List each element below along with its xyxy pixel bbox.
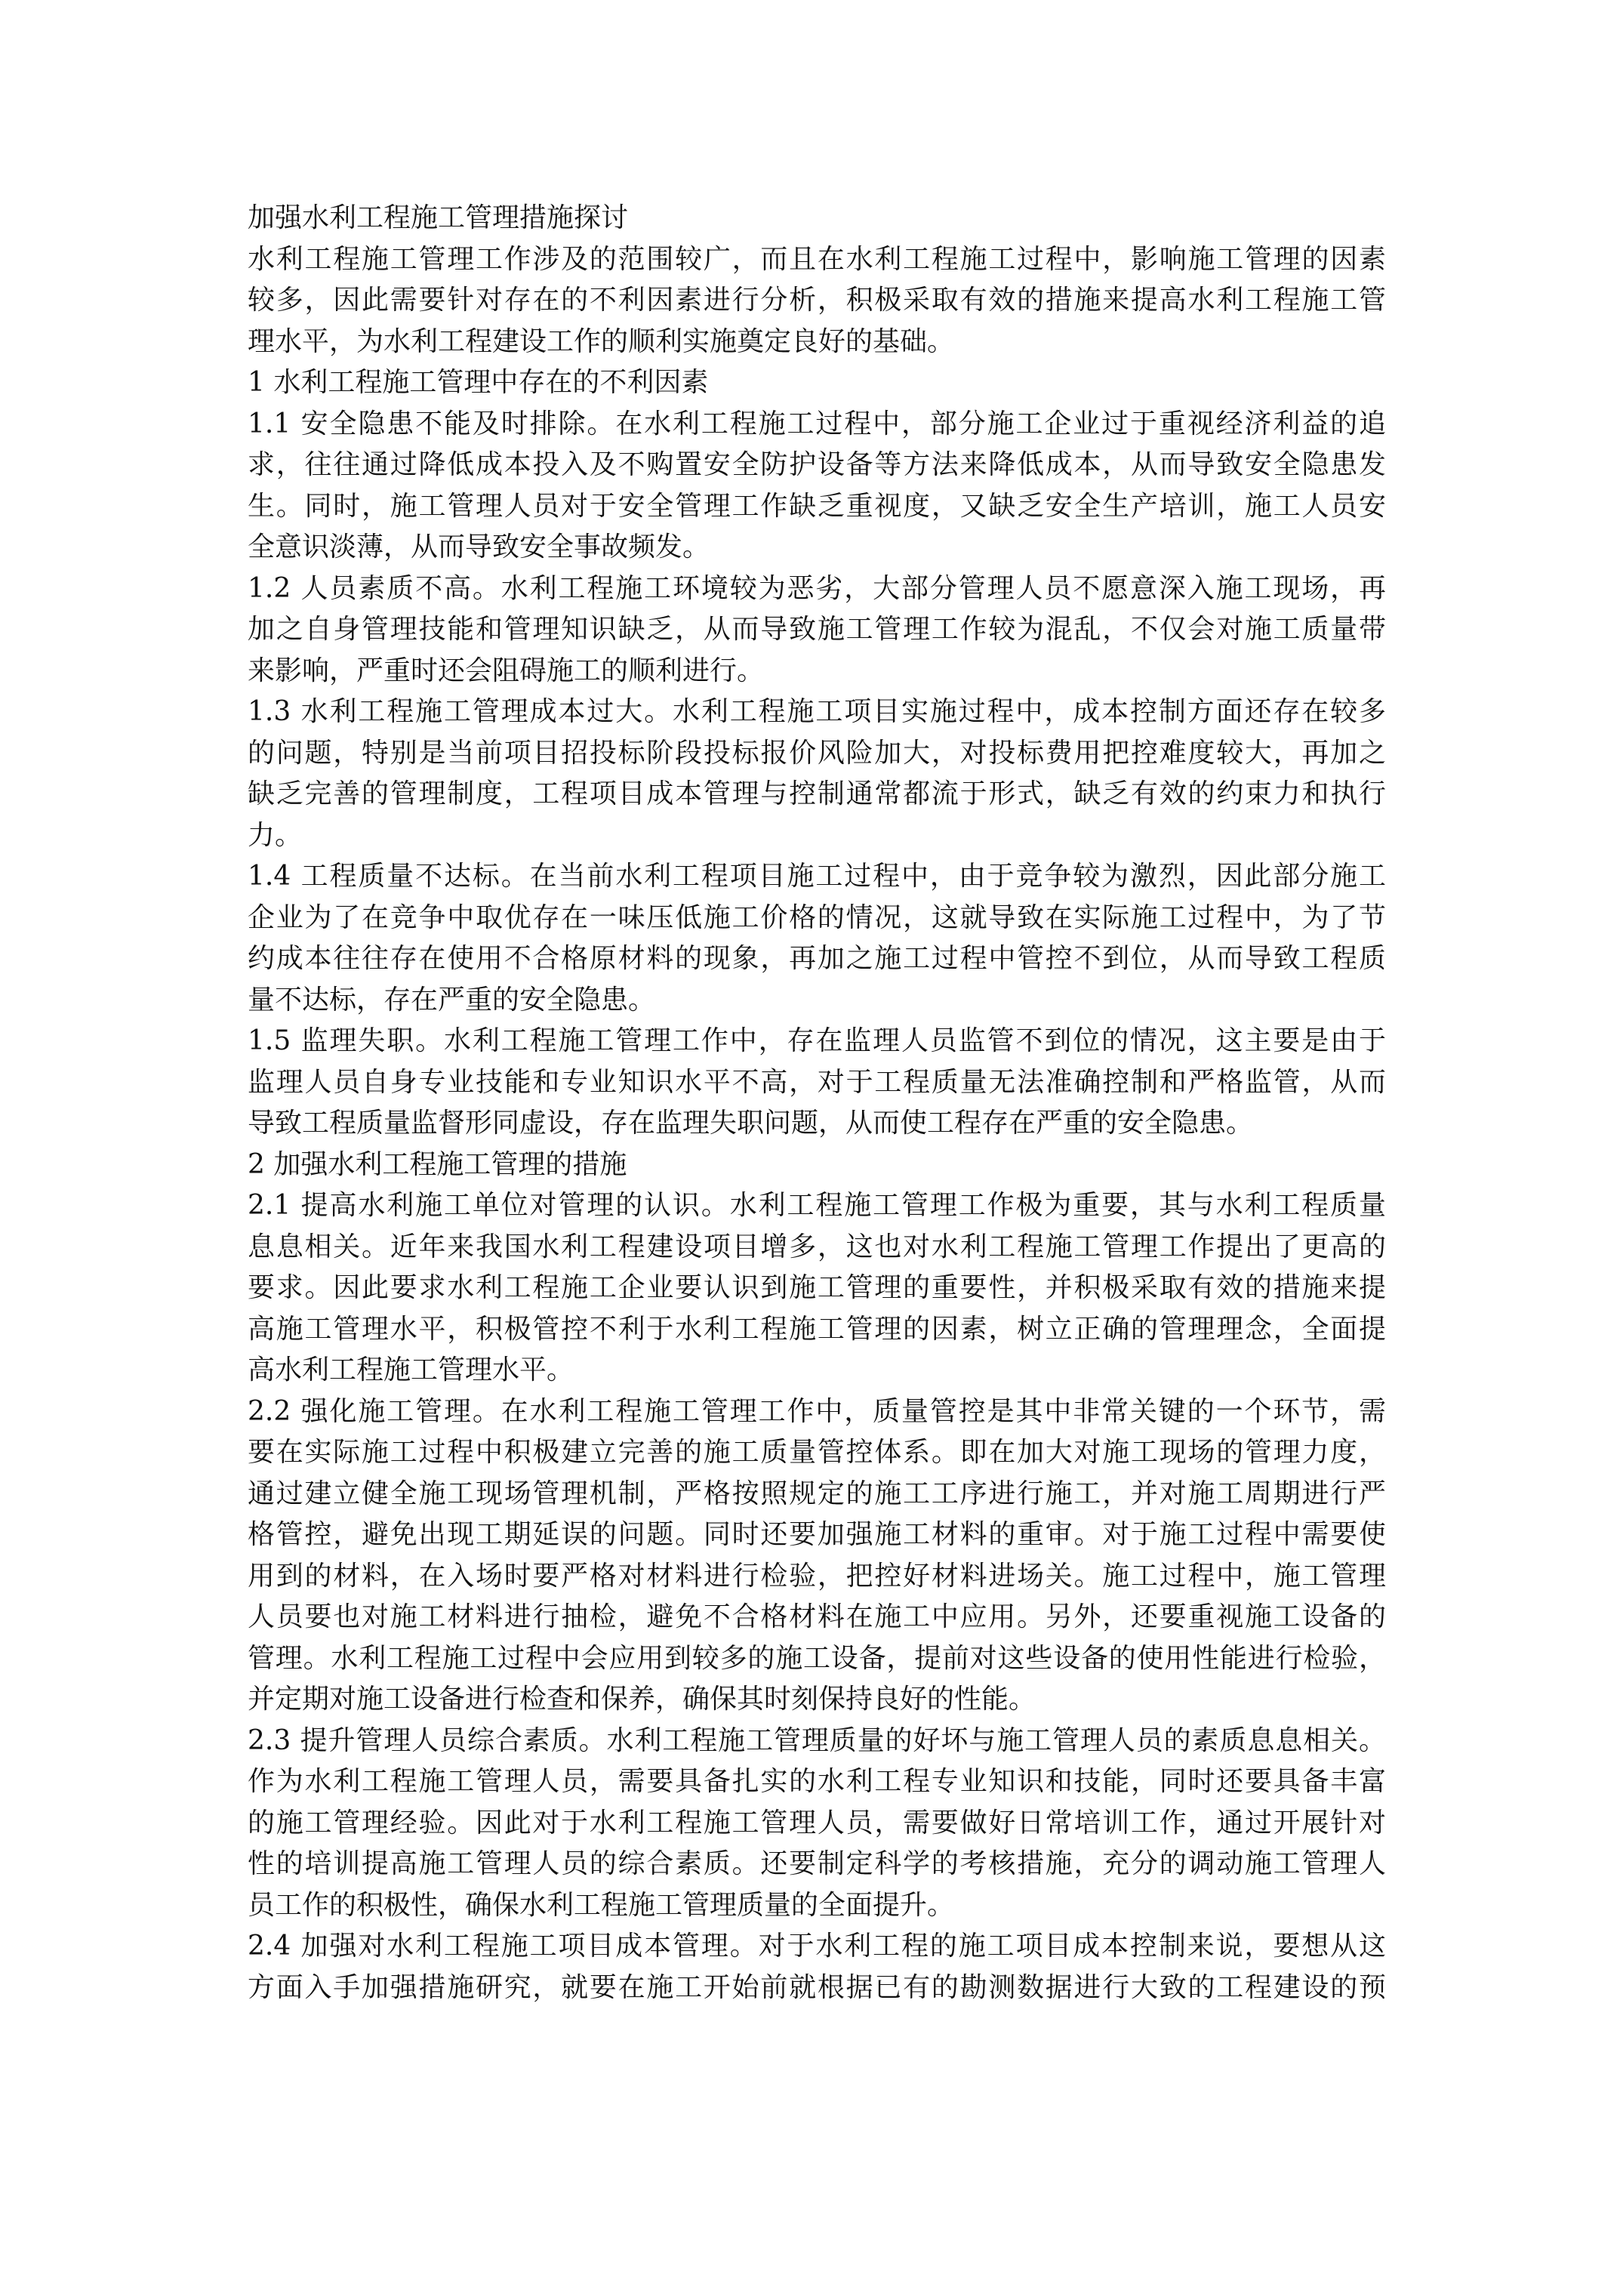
section-heading: 2 加强水利工程施工管理的措施 bbox=[248, 1148, 627, 1180]
text-line: 1.4 工程质量不达标。在当前水利工程项目施工过程中，由于竞争较为激烈，因此部分施工 bbox=[248, 861, 1386, 892]
text-line: 格管控，避免出现工期延误的问题。同时还要加强施工材料的重审。对于施工过程中需要使 bbox=[248, 1519, 1386, 1550]
text-line: 管理。水利工程施工过程中会应用到较多的施工设备，提前对这些设备的使用性能进行检验， bbox=[248, 1642, 1386, 1674]
text-line: 缺乏完善的管理制度，工程项目成本管理与控制通常都流于形式，缺乏有效的约束力和执行 bbox=[248, 778, 1386, 809]
text-line: 人员要也对施工材料进行抽检，避免不合格材料在施工中应用。另外，还要重视施工设备的 bbox=[248, 1601, 1386, 1632]
text-line: 加之自身管理技能和管理知识缺乏，从而导致施工管理工作较为混乱，不仅会对施工质量带 bbox=[248, 614, 1386, 645]
text-line: 求，往往通过降低成本投入及不购置安全防护设备等方法来降低成本，从而导致安全隐患发 bbox=[248, 449, 1386, 480]
text-line: 监理人员自身专业技能和专业知识水平不高，对于工程质量无法准确控制和严格监管，从而 bbox=[248, 1066, 1386, 1098]
text-line: 并定期对施工设备进行检查和保养，确保其时刻保持良好的性能。 bbox=[248, 1684, 1036, 1715]
text-line: 要求。因此要求水利工程施工企业要认识到施工管理的重要性，并积极采取有效的措施来提 bbox=[248, 1272, 1386, 1303]
text-line: 1.1 安全隐患不能及时排除。在水利工程施工过程中，部分施工企业过于重视经济利益的追 bbox=[248, 408, 1386, 439]
text-line: 1.2 人员素质不高。水利工程施工环境较为恶劣，大部分管理人员不愿意深入施工现场，再 bbox=[248, 572, 1386, 604]
text-line: 用到的材料，在入场时要严格对材料进行检验，把控好材料进场关。施工过程中，施工管理 bbox=[248, 1560, 1386, 1592]
text-line: 导致工程质量监督形同虚设，存在监理失职问题，从而使工程存在严重的安全隐患。 bbox=[248, 1108, 1254, 1139]
text-line: 的问题，特别是当前项目招投标阶段投标报价风险加大，对投标费用把控难度较大，再加之 bbox=[248, 737, 1386, 769]
text-line: 息息相关。近年来我国水利工程建设项目增多，这也对水利工程施工管理工作提出了更高的 bbox=[248, 1231, 1386, 1262]
text-line: 方面入手加强措施研究，就要在施工开始前就根据已有的勘测数据进行大致的工程建设的预 bbox=[248, 1971, 1386, 2003]
text-line: 较多，因此需要针对存在的不利因素进行分析，积极采取有效的措施来提高水利工程施工管 bbox=[248, 285, 1386, 316]
text-line: 2.2 强化施工管理。在水利工程施工管理工作中，质量管控是其中非常关键的一个环节，需 bbox=[248, 1395, 1386, 1427]
text-line: 量不达标，存在严重的安全隐患。 bbox=[248, 984, 656, 1015]
text-line: 要在实际施工过程中积极建立完善的施工质量管控体系。即在加大对施工现场的管理力度， bbox=[248, 1437, 1386, 1468]
text-line: 2.4 加强对水利工程施工项目成本管理。对于水利工程的施工项目成本控制来说，要想从这 bbox=[248, 1931, 1386, 1962]
document-title: 加强水利工程施工管理措施探讨 bbox=[248, 202, 629, 233]
text-line: 2.3 提升管理人员综合素质。水利工程施工管理质量的好坏与施工管理人员的素质息息相关。 bbox=[248, 1724, 1386, 1756]
text-line: 2.1 提高水利施工单位对管理的认识。水利工程施工管理工作极为重要，其与水利工程质量 bbox=[248, 1190, 1386, 1221]
text-line: 1.5 监理失职。水利工程施工管理工作中，存在监理人员监管不到位的情况，这主要是由于 bbox=[248, 1025, 1386, 1056]
text-line: 生。同时，施工管理人员对于安全管理工作缺乏重视度，又缺乏安全生产培训，施工人员安 bbox=[248, 490, 1386, 522]
text-line: 作为水利工程施工管理人员，需要具备扎实的水利工程专业知识和技能，同时还要具备丰富 bbox=[248, 1766, 1386, 1797]
text-line: 理水平，为水利工程建设工作的顺利实施奠定良好的基础。 bbox=[248, 325, 955, 357]
text-line: 的施工管理经验。因此对于水利工程施工管理人员，需要做好日常培训工作，通过开展针对 bbox=[248, 1807, 1386, 1838]
text-line: 企业为了在竞争中取优存在一味压低施工价格的情况，这就导致在实际施工过程中，为了节 bbox=[248, 901, 1386, 933]
text-line: 来影响，严重时还会阻碍施工的顺利进行。 bbox=[248, 655, 765, 686]
text-line: 高水利工程施工管理水平。 bbox=[248, 1354, 574, 1385]
text-line: 力。 bbox=[248, 819, 303, 851]
text-line: 水利工程施工管理工作涉及的范围较广，而且在水利工程施工过程中，影响施工管理的因素 bbox=[248, 243, 1386, 275]
text-line: 1.3 水利工程施工管理成本过大。水利工程施工项目实施过程中，成本控制方面还存在较多 bbox=[248, 696, 1386, 727]
document-body bbox=[248, 198, 1386, 2008]
text-line: 约成本往往存在使用不合格原材料的现象，再加之施工过程中管控不到位，从而导致工程质 bbox=[248, 943, 1386, 974]
text-line: 高施工管理水平，积极管控不利于水利工程施工管理的因素，树立正确的管理理念，全面提 bbox=[248, 1313, 1386, 1345]
text-line: 通过建立健全施工现场管理机制，严格按照规定的施工工序进行施工，并对施工周期进行严 bbox=[248, 1478, 1386, 1509]
text-line: 全意识淡薄，从而导致安全事故频发。 bbox=[248, 532, 710, 562]
section-heading: 1 水利工程施工管理中存在的不利因素 bbox=[248, 367, 709, 398]
text-line: 性的培训提高施工管理人员的综合素质。还要制定科学的考核措施，充分的调动施工管理人 bbox=[248, 1848, 1386, 1879]
text-line: 员工作的积极性，确保水利工程施工管理质量的全面提升。 bbox=[248, 1889, 955, 1921]
